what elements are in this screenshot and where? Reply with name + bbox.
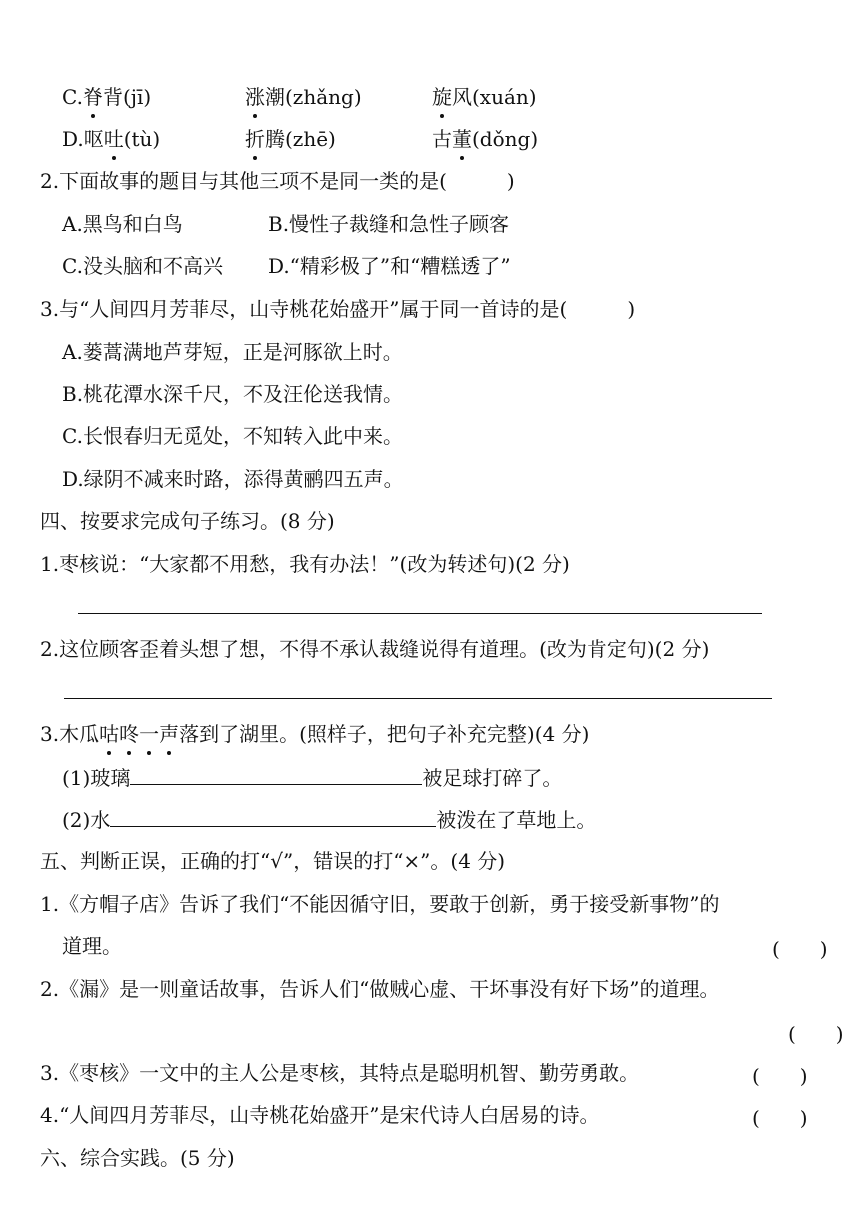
q3-2-suffix: 被泼在了草地上。 [436, 808, 597, 832]
question-3-option-b: B.桃花潭水深千尺，不及汪伦送我情。 [62, 382, 404, 406]
answer-paren-3[interactable]: ( ) [752, 1064, 808, 1088]
dotted-char: 旋 [432, 85, 452, 109]
dotted-char: 董 [452, 127, 472, 151]
dotted-char: 脊 [82, 85, 103, 109]
section-4-q3-1 [62, 764, 562, 791]
section-4-q3-2 [62, 806, 596, 833]
question-3-option-c: C.长恨春归无觅处，不知转入此中来。 [62, 424, 403, 448]
question-2-option-b: B.慢性子裁缝和急性子顾客 [268, 212, 510, 236]
question-3-option-d: D.绿阴不减来时路，添得黄鹂四五声。 [62, 467, 404, 491]
word-text: (tù) [123, 127, 161, 151]
answer-paren-4[interactable]: ( ) [752, 1106, 808, 1130]
word-text: 风(xuán) [452, 85, 537, 109]
q3-1-suffix: 被足球打碎了。 [422, 766, 563, 790]
section-5-q1-line2: 道理。 [62, 934, 122, 958]
answer-paren-2[interactable]: ( ) [788, 1022, 844, 1046]
answer-line-2[interactable] [64, 698, 772, 699]
answer-paren-1[interactable]: ( ) [772, 937, 828, 961]
word-text: (dǒng) [472, 127, 539, 151]
q3-prefix: 3.木瓜 [40, 722, 100, 746]
word-text: 潮(zhǎng) [265, 85, 362, 109]
section-4-q1: 1.枣核说：“大家都不用愁，我有办法！”(改为转述句)(2 分) [40, 552, 570, 576]
option-c-word2 [245, 84, 362, 110]
section-5-q1-line1: 1.《方帽子店》告诉了我们“不能因循守旧，要敢于创新，勇于接受新事物”的 [40, 892, 720, 916]
answer-line-1[interactable] [78, 613, 762, 614]
question-2-option-c: C.没头脑和不高兴 [62, 254, 223, 278]
option-d-word2 [245, 126, 336, 152]
question-2-option-a: A.黑鸟和白鸟 [62, 212, 183, 236]
dotted-char: 咚 [119, 722, 140, 746]
dotted-char: 一 [139, 722, 160, 746]
question-2-option-d: D.“精彩极了”和“糟糕透了” [268, 254, 511, 278]
word-text: 背(jī) [102, 85, 152, 109]
q3-2-prefix: (2)水 [62, 808, 111, 832]
section-5-title: 五、判断正误，正确的打“√”，错误的打“×”。(4 分) [40, 849, 506, 873]
word-text: 古 [432, 127, 452, 151]
option-d-word3 [432, 126, 538, 152]
option-c-row [62, 84, 151, 110]
fill-blank-2[interactable] [110, 806, 436, 827]
word-text: 腾(zhē) [265, 127, 336, 151]
dotted-char: 声 [159, 722, 180, 746]
section-5-q3: 3.《枣核》一文中的主人公是枣核，其特点是聪明机智、勤劳勇敢。 [40, 1061, 640, 1085]
option-label: D. [62, 127, 84, 151]
section-5-q4: 4.“人间四月芳菲尽，山寺桃花始盛开”是宋代诗人白居易的诗。 [40, 1103, 600, 1127]
option-d-row [62, 126, 160, 152]
dotted-char: 涨 [245, 85, 265, 109]
question-3-stem: 3.与“人间四月芳菲尽，山寺桃花始盛开”属于同一首诗的是( ) [40, 297, 636, 321]
fill-blank-1[interactable] [130, 764, 422, 785]
q3-suffix: 落到了湖里。(照样子，把句子补充完整)(4 分) [179, 722, 590, 746]
dotted-char: 吐 [103, 127, 124, 151]
word-text: 呕 [83, 127, 104, 151]
option-label: C. [62, 85, 83, 109]
dotted-char: 咕 [99, 722, 120, 746]
section-4-title: 四、按要求完成句子练习。(8 分) [40, 509, 335, 533]
q3-1-prefix: (1)玻璃 [62, 766, 131, 790]
question-2-stem: 2.下面故事的题目与其他三项不是同一类的是( ) [40, 169, 515, 193]
section-4-q2: 2.这位顾客歪着头想了想，不得不承认裁缝说得有道理。(改为肯定句)(2 分) [40, 637, 710, 661]
section-5-q2: 2.《漏》是一则童话故事，告诉人们“做贼心虚、干坏事没有好下场”的道理。 [40, 977, 720, 1001]
dotted-char: 折 [245, 127, 265, 151]
question-3-option-a: A.蒌蒿满地芦芽短，正是河豚欲上时。 [62, 340, 403, 364]
option-c-word3 [432, 84, 537, 110]
section-4-q3 [40, 721, 589, 747]
section-6-title: 六、综合实践。(5 分) [40, 1146, 235, 1170]
